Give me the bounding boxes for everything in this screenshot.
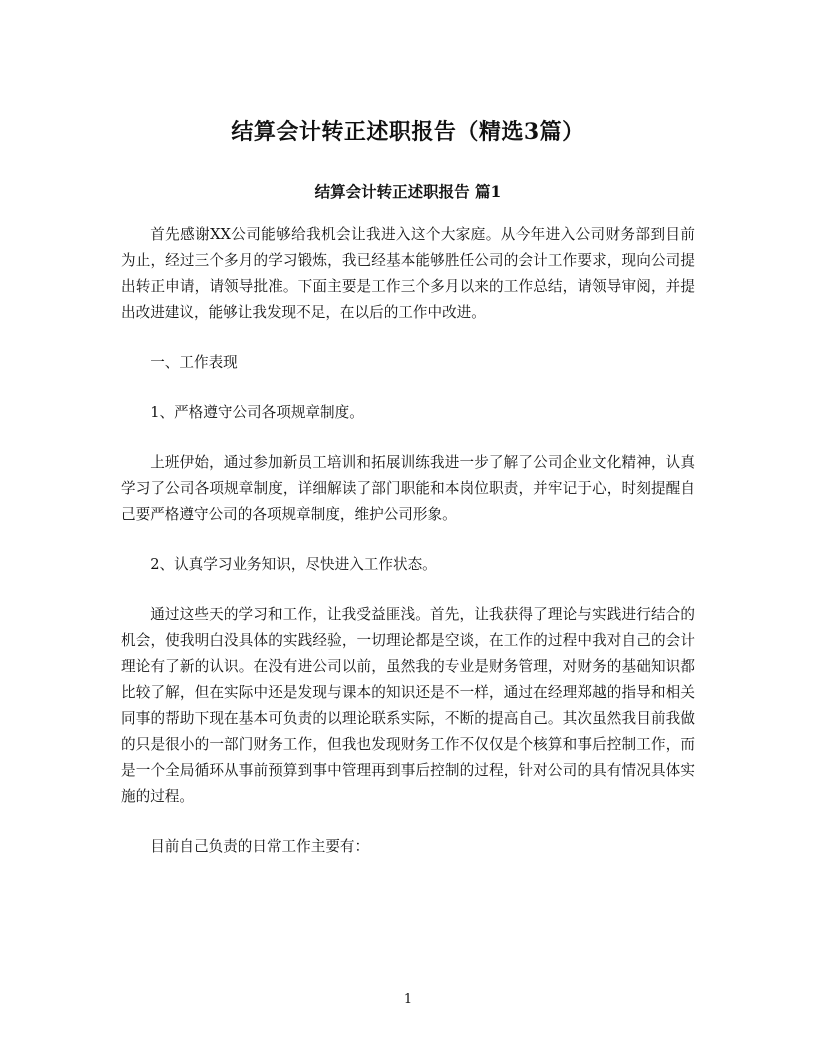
document-title: 结算会计转正述职报告（精选3篇）: [231, 119, 585, 145]
paragraph-learning: 通过这些天的学习和工作，让我受益匪浅。首先，让我获得了理论与实践进行结合的机会，使我明白没具体的实践经验，一切理论都是空谈，在工作的过程中我对自己的会计理论有了新的认识。在没有进公司以前，虽然我的专业是财务管理，对财务的基础知识都比较了解，但在实际中还是发现与课本的知识还是不一样，通过在经理郑越的指导和相关同事的帮助下现在基本可负责的以理论联系实际，不断的提高自己。其次虽然我目前我做的只是很小的一部门财务工作，但我也发现财务工作不仅仅是个核算和事后控制工作，而是一个全局循环从事前预算到事中管理再到事后控制的过程，针对公司的具有情况具体实施的过程。: [121, 606, 695, 805]
section-title: 结算会计转正述职报告 篇1: [314, 182, 502, 201]
paragraph-daily-work: 目前自己负责的日常工作主要有：: [150, 838, 370, 855]
item-2-heading: 2、认真学习业务知识，尽快进入工作状态。: [150, 556, 437, 573]
paragraph-intro: 首先感谢XX公司能够给我机会让我进入这个大家庭。从今年进入公司财务部到目前为止，经过三个多月的学习锻炼，我已经基本能够胜任公司的会计工作要求，现向公司提出转正申请，请领导批准。下面主要是工作三个多月以来的工作总结，请领导审阅，并提出改进建议，能够让我发现不足，在以后的工作中改进。: [121, 226, 695, 321]
heading-work-performance: 一、工作表现: [150, 354, 238, 371]
item-1-heading: 1、严格遵守公司各项规章制度。: [150, 404, 364, 421]
document-body: [121, 222, 695, 884]
paragraph-rules: 上班伊始，通过参加新员工培训和拓展训练我进一步了解了公司企业文化精神，认真学习了公司各项规章制度，详细解读了部门职能和本岗位职责，并牢记于心，时刻提醒自己要严格遵守公司的各项规章制度，维护公司形象。: [121, 454, 695, 523]
page-number: 1: [403, 992, 413, 1007]
